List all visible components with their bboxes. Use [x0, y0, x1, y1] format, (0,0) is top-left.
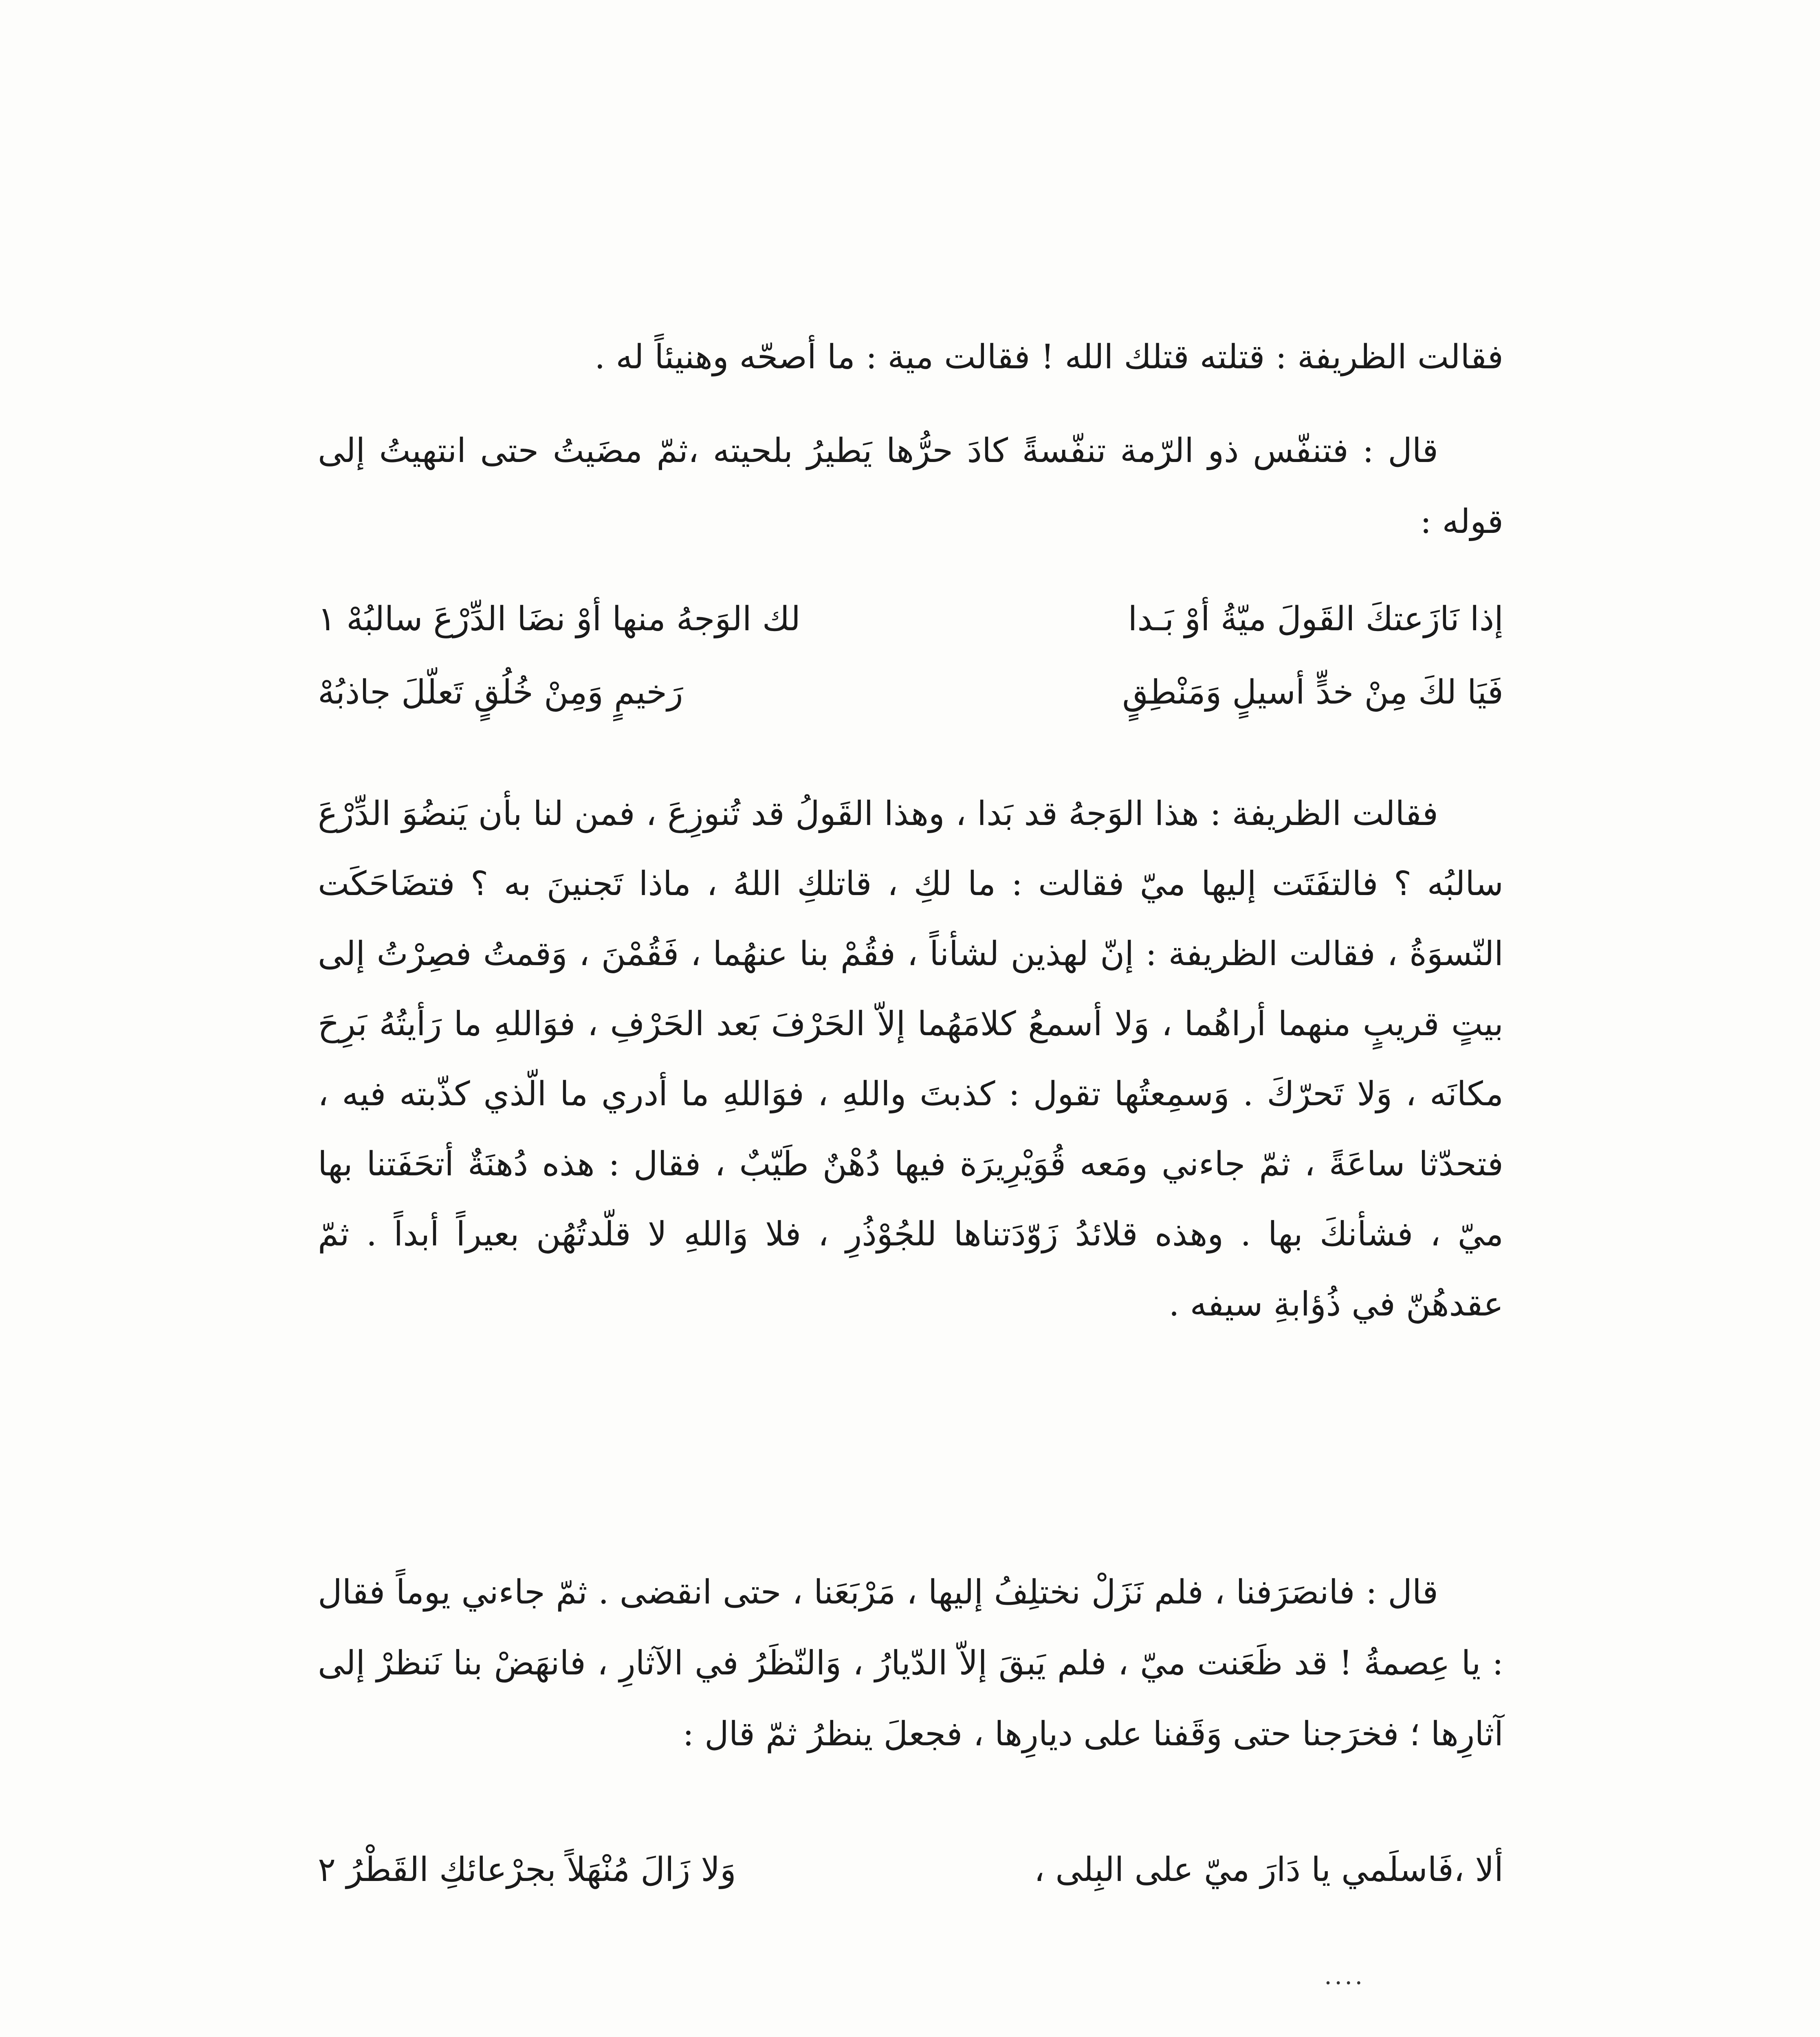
paragraph-middle: فقالت الظريفة : هذا الوَجهُ قد بَدا ، وهذا القَولُ قد تُنوزِعَ ، فمن لنا بأن يَنضُوَ الدِّرْعَ سالبُه ؟ فالتفَتَت إليها ميّ فقالت : ما لكِ ، قاتلكِ اللهُ ، ماذا تَجنينَ به ؟ فتضَاحَكَت النّسوَةُ ، فقالت الظريفة : إنّ لهذين لشأناً ، فقُمْ بنا عنهُما ، فَقُمْنَ ، وَقمتُ فصِرْتُ إلى بيتٍ قريبٍ منهما أراهُما ، وَلا أسمعُ كلامَهُما إلاّ الحَرْفَ بَعد الحَرْفِ ، فوَاللهِ ما رَأيتُهُ بَرِحَ مكانَه ، وَلا تَحرّكَ . وَسمِعتُها تقول : كذبتَ واللهِ ، فوَاللهِ ما أدري ما الّذي كذّبته فيه ، فتحدّثا ساعَةً ، ثمّ جاءني ومَعه قُوَيْرِيرَة فيها دُهْنٌ طَيّبٌ ، فقال : هذه دُهنَةٌ أتحَفَتنا بها ميّ ، فشأنكَ بها . وهذه قلائدُ زَوّدَتناها للجُوْذُرِ ، فلا وَاللهِ لا قلّدتُهُن بعيراً أبداً . ثمّ عقدهُنّ في ذُؤابةِ سيفه .	[318, 794, 1503, 1324]
verse-1-second-hemistich: لك الوَجهُ منها أوْ نضَا الدِّرْعَ سالبُهْ ١	[318, 600, 801, 638]
verse-line-3	[318, 1846, 1503, 1894]
verse-line-1	[318, 595, 1503, 644]
middle-prose	[318, 746, 1503, 1373]
footnote-separator: ....	[1324, 1962, 1365, 1990]
verse-3-second-hemistich: وَلا زَالَ مُنْهَلاً بجرْعائكِ القَطْرُ ٢	[318, 1850, 736, 1889]
verse-2-first-hemistich: فَيَا لكَ مِنْ خدٍّ أسيلٍ وَمَنْطِقٍ	[1122, 673, 1503, 712]
closing-prose	[318, 1524, 1503, 1803]
opening-prose	[318, 322, 1503, 557]
verse-1-first-hemistich: إذا نَازَعتكَ القَولَ ميّةُ أوْ بَـدا	[1128, 600, 1503, 638]
paragraph-opening: فقالت الظريفة : قتلته قتلك الله ! فقالت مية : ما أصحّه وهنيئاً له .	[594, 338, 1503, 376]
paragraph-bottom: قال : فانصَرَفنا ، فلم نَزَلْ نختلِفُ إليها ، مَرْبَعَنا ، حتى انقضى . ثمّ جاءني يوماً فقال : يا عِصمةُ ! قد ظَعَنت ميّ ، فلم يَبقَ إلاّ الدّيارُ ، وَالنّظَرُ في الآثارِ ، فانهَضْ بنا نَنظرْ إلى آثارِها ؛ فخرَجنا حتى وَقَفنا على ديارِها ، فجعلَ ينظرُ ثمّ قال :	[318, 1573, 1503, 1753]
paragraph-sigh: قال : فتنفّس ذو الرّمة تنفّسةً كادَ حرُّها يَطيرُ بلحيته ،ثمّ مضَيتُ حتى انتهيتُ إلى قوله :	[318, 431, 1503, 541]
verse-2-second-hemistich: رَخيمٍ وَمِنْ خُلُقٍ تَعلّلَ جاذبُهْ	[318, 673, 683, 712]
verse-line-2	[318, 668, 1503, 717]
verse-3-first-hemistich: ألا ،فَاسلَمي يا دَارَ ميّ على البِلى ،	[1034, 1850, 1503, 1889]
